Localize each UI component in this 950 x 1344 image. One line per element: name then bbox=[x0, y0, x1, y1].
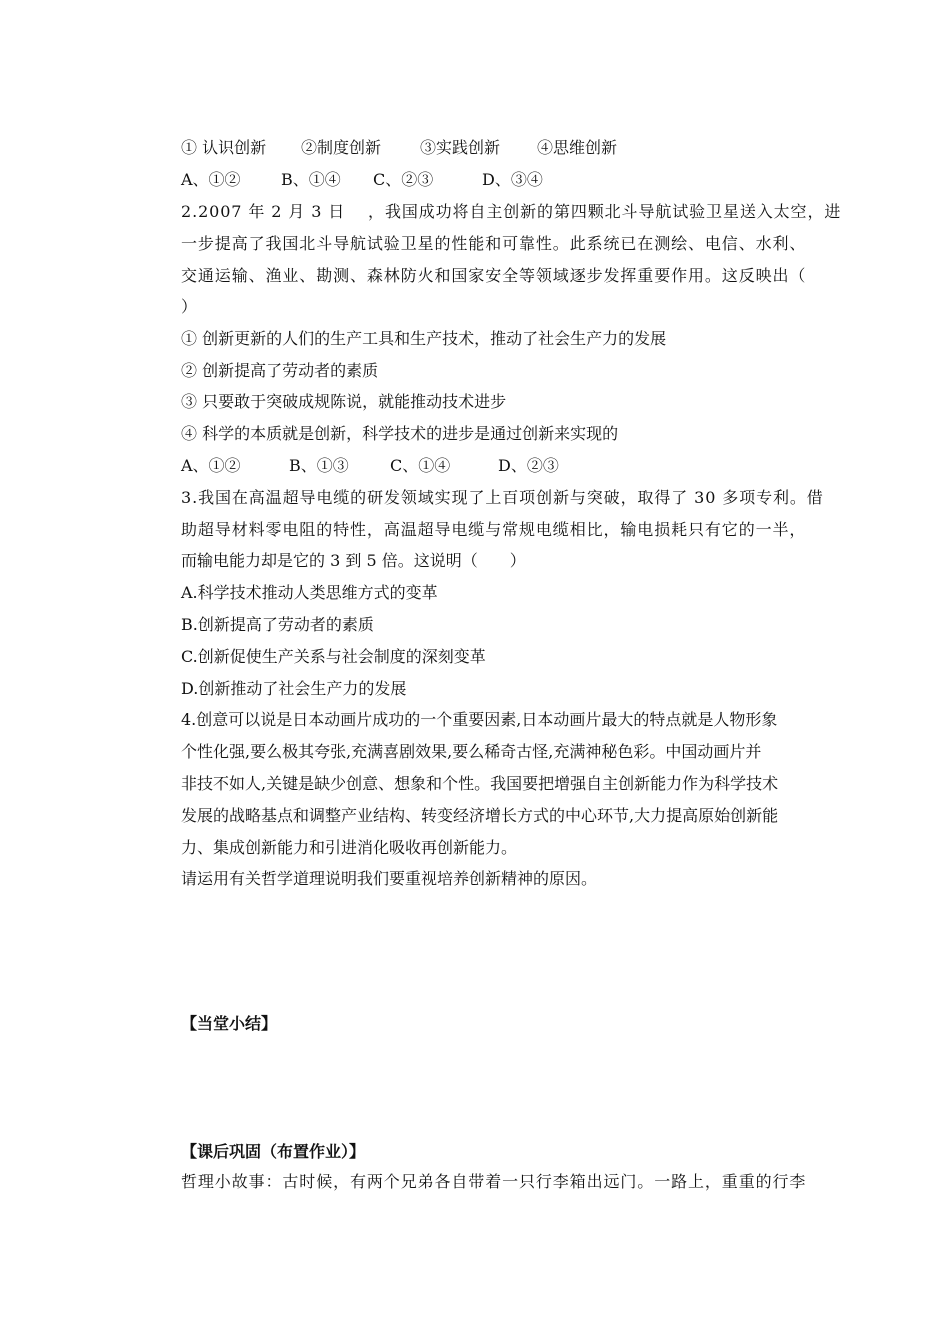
q1-choice: C、②③ bbox=[373, 170, 434, 189]
q4-stem-line: 力、集成创新能力和引进消化吸收再创新能力。 bbox=[181, 838, 518, 857]
q4-stem-line: 发展的战略基点和调整产业结构、转变经济增长方式的中心环节,大力提高原始创新能 bbox=[181, 806, 779, 825]
q4-stem-line: 4.创意可以说是日本动画片成功的一个重要因素,日本动画片最大的特点就是人物形象 bbox=[181, 710, 778, 729]
q1-choice: B、①④ bbox=[281, 170, 341, 189]
homework-heading: 【课后巩固（布置作业）】 bbox=[181, 1142, 366, 1161]
q2-stem-line: ） bbox=[181, 297, 198, 316]
summary-heading: 【当堂小结】 bbox=[181, 1014, 278, 1033]
q2-choice: B、①③ bbox=[289, 456, 349, 475]
q1-choice: D、③④ bbox=[482, 170, 543, 189]
q2-statement: ② 创新提高了劳动者的素质 bbox=[181, 361, 379, 380]
q1-option: ① 认识创新 bbox=[181, 138, 267, 157]
q1-option: ②制度创新 bbox=[301, 138, 382, 157]
q2-statement: ③ 只要敢于突破成规陈说，就能推动技术进步 bbox=[181, 392, 507, 411]
q2-stem-line: 一步提高了我国北斗导航试验卫星的性能和可靠性。此系统已在测绘、电信、水利、 bbox=[181, 234, 807, 253]
q3-choice: A.科学技术推动人类思维方式的变革 bbox=[181, 583, 438, 602]
q2-stem-line: 交通运输、渔业、勘测、森林防火和国家安全等领域逐步发挥重要作用。这反映出（ bbox=[181, 266, 807, 285]
q4-stem-line: 非技不如人,关键是缺少创意、想象和个性。我国要把增强自主创新能力作为科学技术 bbox=[181, 774, 779, 793]
q3-stem-line: 助超导材料零电阻的特性，高温超导电缆与常规电缆相比，输电损耗只有它的一半， bbox=[181, 520, 807, 539]
q2-statement: ④ 科学的本质就是创新，科学技术的进步是通过创新来实现的 bbox=[181, 424, 619, 443]
q3-stem-line: 3.我国在高温超导电缆的研发领域实现了上百项创新与突破，取得了 30 多项专利。借 bbox=[181, 488, 824, 507]
q3-choice: C.创新促使生产关系与社会制度的深刻变革 bbox=[181, 647, 486, 666]
q2-choice: D、②③ bbox=[498, 456, 559, 475]
q2-statement: ① 创新更新的人们的生产工具和生产技术，推动了社会生产力的发展 bbox=[181, 329, 667, 348]
q1-choice: A、①② bbox=[181, 170, 241, 189]
q3-choice: D.创新推动了社会生产力的发展 bbox=[181, 679, 407, 698]
q3-choice: B.创新提高了劳动者的素质 bbox=[181, 615, 374, 634]
q4-prompt: 请运用有关哲学道理说明我们要重视培养创新精神的原因。 bbox=[181, 869, 598, 888]
q2-choice: C、①④ bbox=[390, 456, 451, 475]
q2-choice: A、①② bbox=[181, 456, 241, 475]
q1-option: ④思维创新 bbox=[537, 138, 618, 157]
q2-stem-line: 2.2007 年 2 月 3 日 ，我国成功将自主创新的第四颗北斗导航试验卫星送入太空，进 bbox=[181, 202, 842, 221]
q4-stem-line: 个性化强,要么极其夸张,充满喜剧效果,要么稀奇古怪,充满神秘色彩。中国动画片并 bbox=[181, 742, 762, 761]
q1-option: ③实践创新 bbox=[420, 138, 501, 157]
q3-stem-line: 而输电能力却是它的 3 到 5 倍。这说明（ ） bbox=[181, 551, 526, 570]
homework-story: 哲理小故事：古时候，有两个兄弟各自带着一只行李箱出远门。一路上，重重的行李 bbox=[181, 1172, 807, 1191]
